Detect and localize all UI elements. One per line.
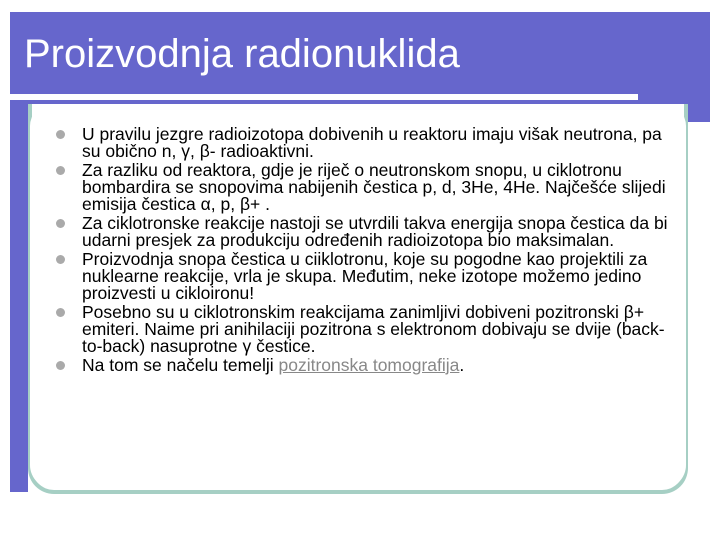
- bullet-dot-icon: [56, 308, 65, 317]
- pet-link[interactable]: pozitronska tomografija: [278, 355, 460, 375]
- bullet-dot-icon: [56, 219, 65, 228]
- bullet-text: Posebno su u ciklotronskim reakcijama zanimljivi dobiveni pozitronski β+ emiteri. Naime pri anihilaciji pozitrona s elektronom dobivaju se dvije (back-to-back) nasuprotne γ čestice.: [82, 302, 665, 356]
- bullet-text-after: .: [459, 355, 465, 375]
- bullet-text: U pravilu jezgre radioizotopa dobivenih u reaktoru imaju višak neutrona, pa su obično n, γ, β- radioaktivni.: [82, 124, 662, 161]
- bullet-text-before: Na tom se načelu temelji: [82, 355, 279, 375]
- bullet-dot-icon: [56, 130, 65, 139]
- bullet-item: [56, 162, 676, 213]
- bullet-item: [56, 126, 676, 160]
- bullet-list: [56, 126, 676, 376]
- bullet-item: [56, 251, 676, 302]
- bullet-item: [56, 357, 676, 374]
- title-rule-accent: [10, 100, 638, 104]
- bullet-text: Za ciklotronske reakcije nastoji se utvrdili takva energija snopa čestica da bi udarni presjek za produkciju određenih radioizotopa bio maksimalan.: [82, 213, 668, 250]
- bullet-text: Za razliku od reaktora, gdje je riječ o neutronskom snopu, u ciklotronu bombardira se snopovima nabijenih čestica p, d, 3He, 4He. Najčešće slijedi emisija čestica α, p, β+ .: [82, 160, 666, 214]
- slide-title: Proizvodnja radionuklida: [24, 32, 460, 76]
- bullet-text: Proizvodnja snopa čestica u ciiklotronu, koje su pogodne kao projektili za nuklearne reakcije, vrla je skupa. Međutim, neke izotope možemo jedino proizvesti u cikloironu!: [82, 249, 648, 303]
- bullet-dot-icon: [56, 255, 65, 264]
- bullet-item: [56, 304, 676, 355]
- bullet-item: [56, 215, 676, 249]
- bullet-dot-icon: [56, 361, 65, 370]
- bullet-dot-icon: [56, 166, 65, 175]
